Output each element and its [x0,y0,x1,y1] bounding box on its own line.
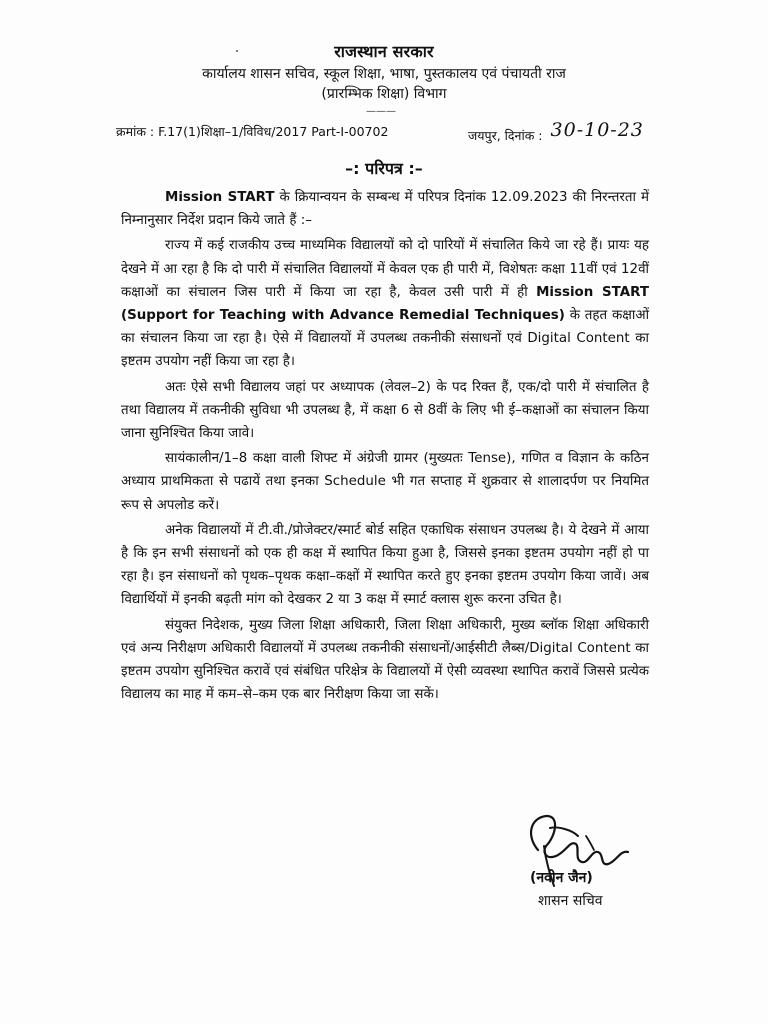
reference-number: क्रमांक : F.17(1)शिक्षा–1/विविध/2017 Part-I-00702 [116,124,389,139]
paragraph-1 [121,186,649,232]
date-value: 30-10-23 [550,119,644,141]
department-heading: (प्रारम्भिक शिक्षा) विभाग [321,86,447,102]
paragraph-2-mission-name: Mission START (Support for Teaching with Advance Remedial Techniques) [121,284,649,324]
signatory-name: (नवीन जैन) [530,870,593,886]
date-block [468,119,644,145]
date-label: जयपुर, दिनांक : [468,128,543,143]
paragraph-5: अनेक विद्यालयों में टी.वी./प्रोजेक्टर/स्मार्ट बोर्ड सहित एकाधिक संसाधन उपलब्ध है। ये देखने में आया है कि इन सभी संसाधनों को एक ही कक्ष में स्थापित किया हुआ है, जिससे इनका इष्टतम उपयोग नहीं हो पा रहा है। इन संसाधनों को पृथक–पृथक कक्षा–कक्षों में स्थापित करते हुए इनका इष्टतम उपयोग किया जावें। अब विद्यार्थियों में इनकी बढ़ती मांग को देखकर 2 या 3 कक्ष में स्मार्ट क्लास शुरू करना उचित है। [121,522,649,608]
office-heading: कार्यालय शासन सचिव, स्कूल शिक्षा, भाषा, पुस्तकालय एवं पंचायती राज [202,66,566,82]
paragraph-1-lead: Mission START [165,190,275,205]
paragraph-3: अतः ऐसे सभी विद्यालय जहां पर अध्यापक (लेवल–2) के पद रिक्त हैं, एक/दो पारी में संचालित है तथा विद्यालय में तकनीकी सुविधा भी उपलब्ध है, में कक्षा 6 से 8वीं के लिए भी ई–कक्षाओं का संचालन किया जाना सुनिश्चित किया जावे। [121,379,649,442]
circular-body [121,186,649,706]
paragraph-6: संयुक्त निदेशक, मुख्य जिला शिक्षा अधिकारी, जिला शिक्षा अधिकारी, मुख्य ब्लॉक शिक्षा अधिकारी एवं अन्य निरीक्षण अधिकारी विद्यालयों में उपलब्ध तकनीकी संसाधनों/आईसीटी लैब्स/Digital Content का इष्टतम उपयोग सुनिश्चित करावें एवं संबंधित परिक्षेत्र के विद्यालयों में ऐसी व्यवस्था स्थापित करावें जिससे प्रत्येक विद्यालय का माह में कम–से–कम एक बार निरीक्षण किया जा सकें। [121,617,649,703]
heading-rule: ——— [366,106,396,117]
paragraph-2-text-a: राज्य में कई राजकीय उच्च माध्यमिक विद्यालयों को दो पारियों में संचालित किये जा रहे हैं। प्रायः यह देखने में आ रहा है कि दो पारी में संचालित विद्यालयों में केवल एक ही पारी में, विशेषतः कक्षा 11वीं एवं 12वीं कक्षाओं का संचालन जिस पारी में किया जा रहा है, केवल उसी पारी में ही [121,238,649,300]
government-heading: राजस्थान सरकार [334,42,434,61]
paragraph-2-text-b: के तहत कक्षाओं का संचालन किया जा रहा है। ऐसे में विद्यालयों में उपलब्ध तकनीकी संसाधनों एवं Digital Content का इष्टतम उपयोग नहीं किया जा रहा है। [121,308,650,370]
reference-row [116,119,676,145]
signatory-designation: शासन सचिव [538,893,603,909]
paragraph-1-text: के क्रियान्वयन के सम्बन्ध में परिपत्र दिनांक 12.09.2023 की निरन्तरता में निम्नानुसार निर्देश प्रदान किये जाते हैं :– [121,190,649,229]
paragraph-4: सायंकालीन/1–8 कक्षा वाली शिफ्ट में अंग्रेजी ग्रामर (मुख्यतः Tense), गणित व विज्ञान के कठिन अध्याय प्राथमिकता से पढायें तथा इनका Schedule भी गत सप्ताह में शुक्रवार से शालादर्पण पर नियमित रूप से अपलोड करें। [121,451,649,513]
paragraph-2 [121,234,649,373]
circular-title: –: परिपत्र :– [345,159,423,178]
